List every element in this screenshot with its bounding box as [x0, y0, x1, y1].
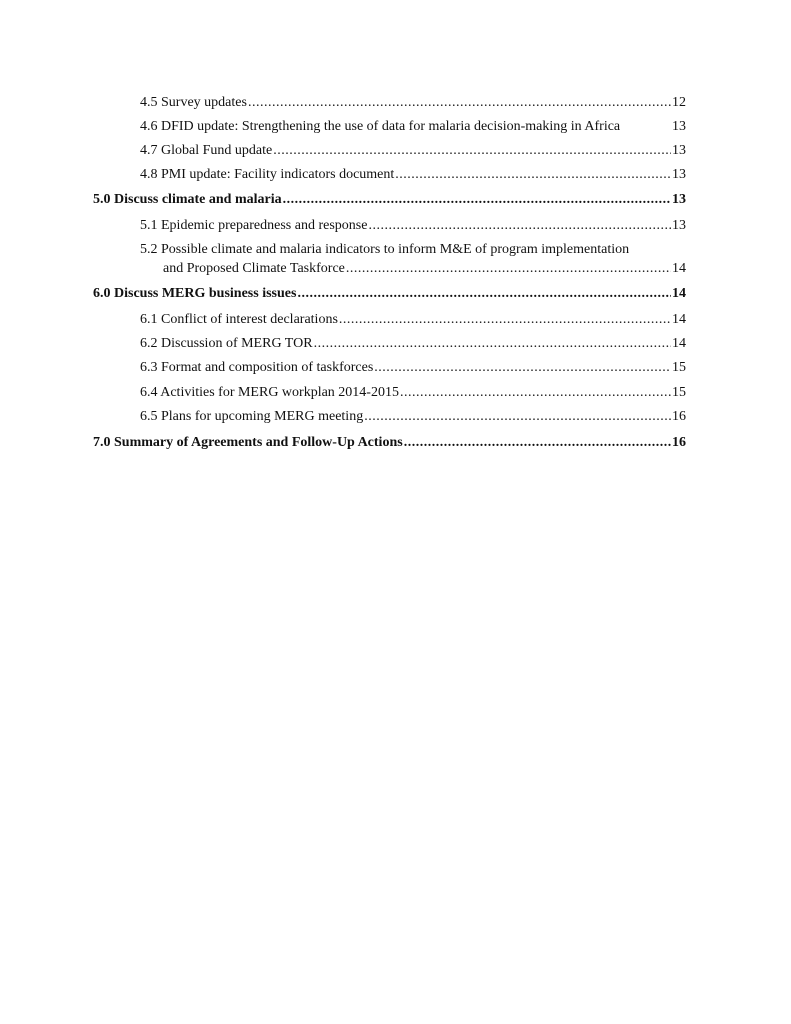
toc-entry-title: 4.5 Survey updates — [140, 95, 247, 110]
toc-dot-leader — [400, 384, 671, 401]
toc-entry-page: 13 — [672, 143, 686, 158]
toc-entry-page: 14 — [672, 261, 686, 276]
toc-entry-title: 6.2 Discussion of MERG TOR — [140, 336, 313, 351]
toc-entry-page: 15 — [672, 385, 686, 400]
toc-entry-title: 4.7 Global Fund update — [140, 143, 273, 158]
toc-dot-leader — [364, 408, 671, 425]
toc-entry-title: 6.1 Conflict of interest declarations — [140, 312, 338, 327]
toc-dot-leader — [374, 359, 671, 376]
toc-entry-title: 4.6 DFID update: Strengthening the use of data for malaria decision-making in Africa — [140, 119, 621, 134]
toc-entry-page: 13 — [672, 218, 686, 233]
toc-dot-leader — [283, 191, 671, 208]
toc-dot-leader — [404, 434, 671, 451]
toc-entry-page: 15 — [672, 360, 686, 375]
toc-entry-title: 6.5 Plans for upcoming MERG meeting — [140, 409, 364, 424]
toc-entry-title-continuation: and Proposed Climate Taskforce — [163, 261, 345, 276]
toc-entry-title: 6.3 Format and composition of taskforces — [140, 360, 374, 375]
toc-entry-page: 12 — [672, 95, 686, 110]
toc-entry-title: 5.2 Possible climate and malaria indicators to inform M&E of program implementation — [140, 242, 630, 257]
toc-entry-title: 5.1 Epidemic preparedness and response — [140, 218, 368, 233]
toc-dot-leader — [297, 285, 671, 302]
toc-dot-leader — [346, 260, 671, 277]
toc-dot-leader — [273, 142, 671, 159]
toc-entry-page: 14 — [672, 286, 686, 301]
toc-dot-leader — [395, 166, 671, 183]
toc-entry-page: 14 — [672, 312, 686, 327]
toc-entry-page: 13 — [672, 167, 686, 182]
toc-entry-title: 6.0 Discuss MERG business issues — [93, 286, 297, 301]
toc-dot-leader — [368, 217, 671, 234]
toc-dot-leader — [339, 311, 671, 328]
toc-entry-page: 13 — [672, 119, 686, 134]
toc-entry-page: 16 — [672, 409, 686, 424]
toc-entry-page: 13 — [672, 192, 686, 207]
toc-entry-title: 5.0 Discuss climate and malaria — [93, 192, 282, 207]
toc-entry-title: 4.8 PMI update: Facility indicators document — [140, 167, 395, 182]
toc-entry-page: 14 — [672, 336, 686, 351]
toc-entry-title: 6.4 Activities for MERG workplan 2014-2015 — [140, 385, 399, 400]
toc-dot-leader — [248, 94, 671, 111]
toc-dot-leader — [314, 335, 671, 352]
toc-entry-title: 7.0 Summary of Agreements and Follow-Up Actions — [93, 435, 403, 450]
toc-entry-page: 16 — [672, 435, 686, 450]
